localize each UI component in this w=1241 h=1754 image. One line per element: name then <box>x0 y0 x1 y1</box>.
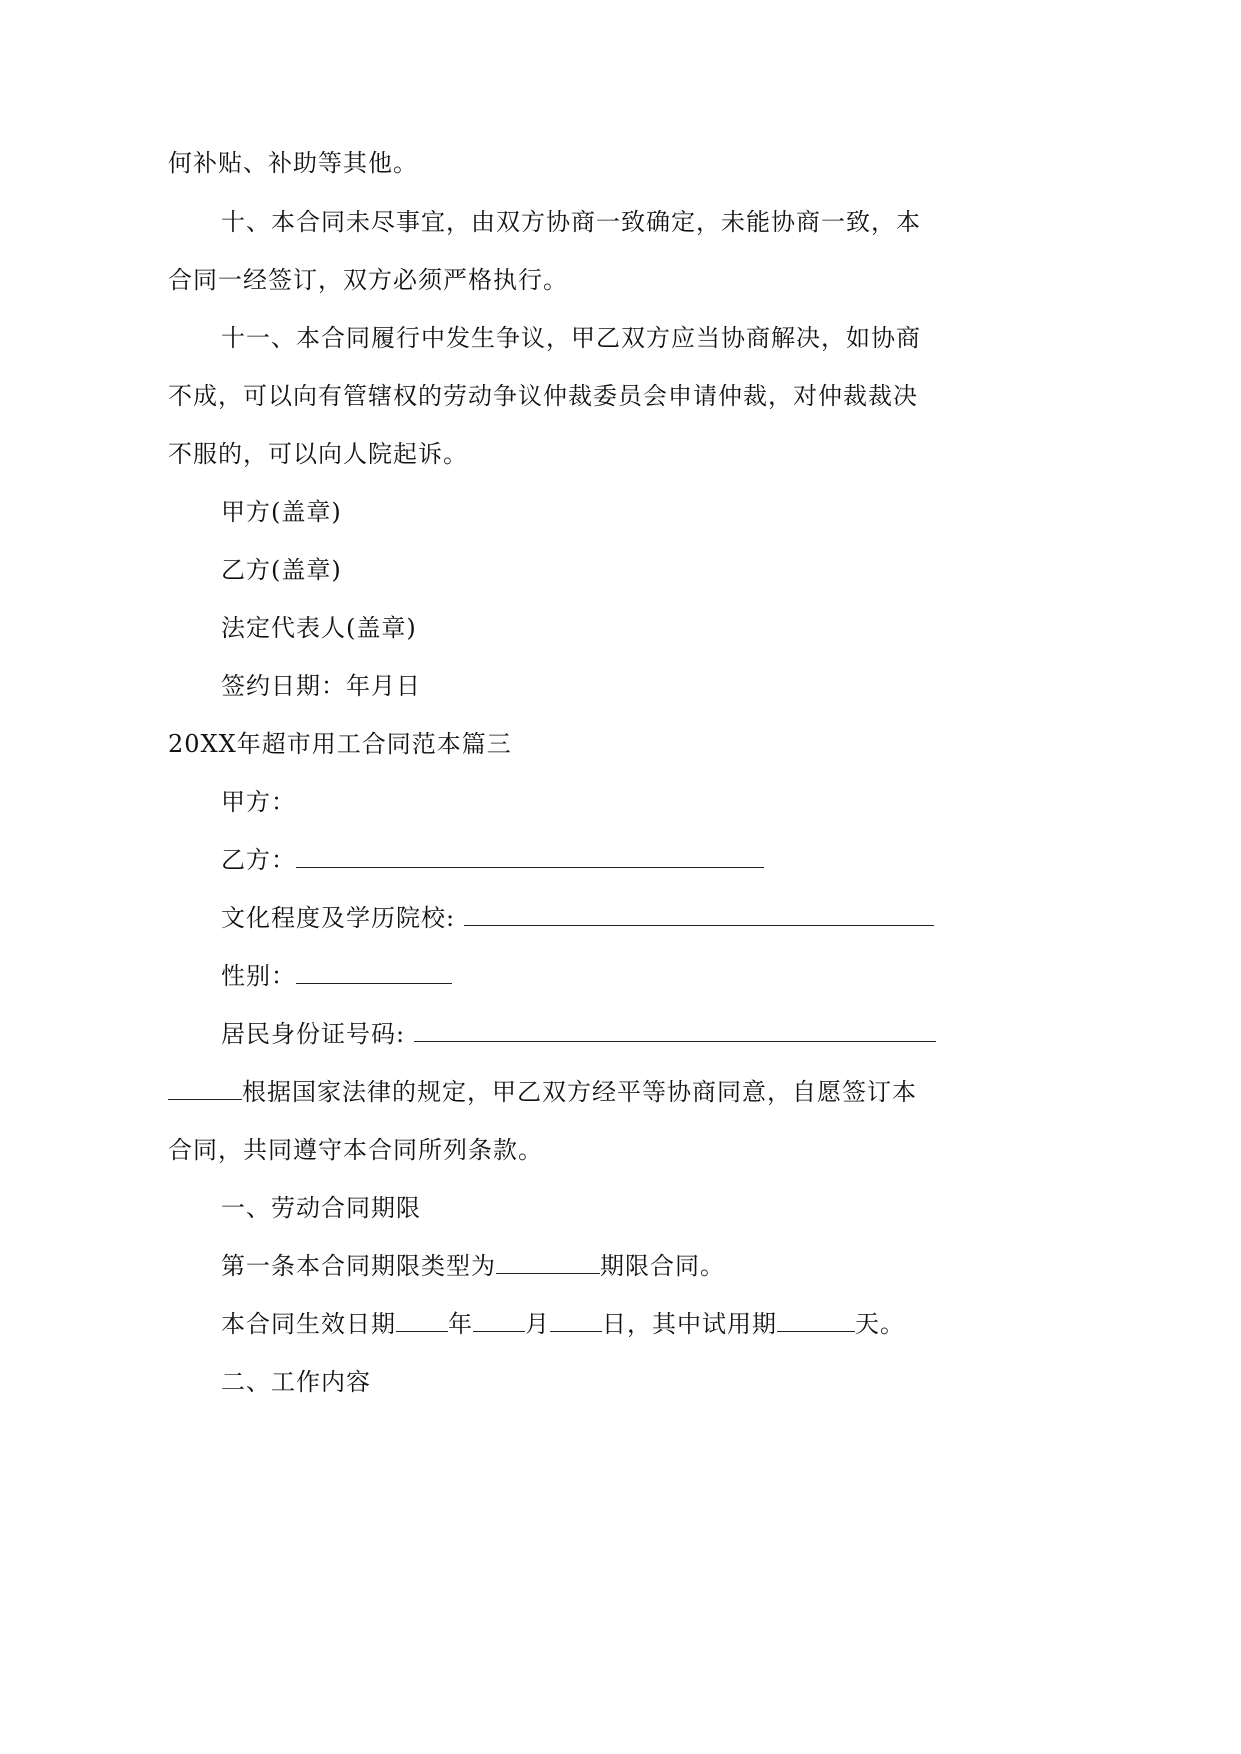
id-number-label: 居民身份证号码: <box>221 1020 406 1048</box>
sign-date: 签约日期：年月日 <box>221 672 421 700</box>
party-b-label: 乙方： <box>221 846 296 874</box>
party-a-label: 甲方： <box>221 788 296 816</box>
article-1-suffix: 期限合同。 <box>600 1252 725 1280</box>
section-title: 20XX年超市用工合同范本篇三 <box>168 730 512 758</box>
clause-11-line-2: 不成，可以向有管辖权的劳动争议仲裁委员会申请仲裁，对仲裁裁决 <box>168 382 918 410</box>
heading-work-content: 二、工作内容 <box>221 1368 371 1396</box>
year-blank <box>396 1309 448 1332</box>
sign-legal-rep: 法定代表人(盖章) <box>221 614 417 642</box>
days-label: 天。 <box>855 1310 905 1338</box>
term-type-blank <box>496 1251 600 1274</box>
id-number-blank <box>414 1019 936 1042</box>
education-blank <box>464 903 934 926</box>
year-label: 年 <box>448 1310 473 1338</box>
clause-10-line-1: 十、本合同未尽事宜，由双方协商一致确定，未能协商一致，本 <box>221 208 921 236</box>
effective-date-row <box>221 1309 905 1339</box>
preamble-text: 根据国家法律的规定，甲乙双方经平等协商同意，自愿签订本 <box>242 1078 917 1106</box>
article-1-row <box>221 1251 725 1281</box>
clause-11-line-3: 不服的，可以向人院起诉。 <box>168 440 468 468</box>
gender-label: 性别： <box>221 962 296 990</box>
party-b-blank <box>296 845 764 868</box>
sign-party-b: 乙方(盖章) <box>221 556 342 584</box>
party-b-row <box>221 845 764 875</box>
gender-row <box>221 961 452 991</box>
preamble-blank <box>168 1077 242 1100</box>
day-blank <box>550 1309 602 1332</box>
day-probation-label: 日，其中试用期 <box>602 1310 777 1338</box>
effective-date-label: 本合同生效日期 <box>221 1310 396 1338</box>
probation-days-blank <box>777 1309 855 1332</box>
paragraph-line: 何补贴、补助等其他。 <box>168 149 418 177</box>
gender-blank <box>296 961 452 984</box>
clause-10-line-2: 合同一经签订，双方必须严格执行。 <box>168 266 568 294</box>
clause-11-line-1: 十一、本合同履行中发生争议，甲乙双方应当协商解决，如协商 <box>221 324 921 352</box>
id-number-row <box>221 1019 936 1049</box>
preamble-line-2: 合同，共同遵守本合同所列条款。 <box>168 1136 543 1164</box>
sign-party-a: 甲方(盖章) <box>221 498 342 526</box>
heading-contract-term: 一、劳动合同期限 <box>221 1194 421 1222</box>
education-label: 文化程度及学历院校: <box>221 904 456 932</box>
preamble-line-1 <box>168 1077 917 1107</box>
month-blank <box>473 1309 525 1332</box>
article-1-text: 第一条本合同期限类型为 <box>221 1252 496 1280</box>
month-label: 月 <box>525 1310 550 1338</box>
education-row <box>221 903 934 933</box>
